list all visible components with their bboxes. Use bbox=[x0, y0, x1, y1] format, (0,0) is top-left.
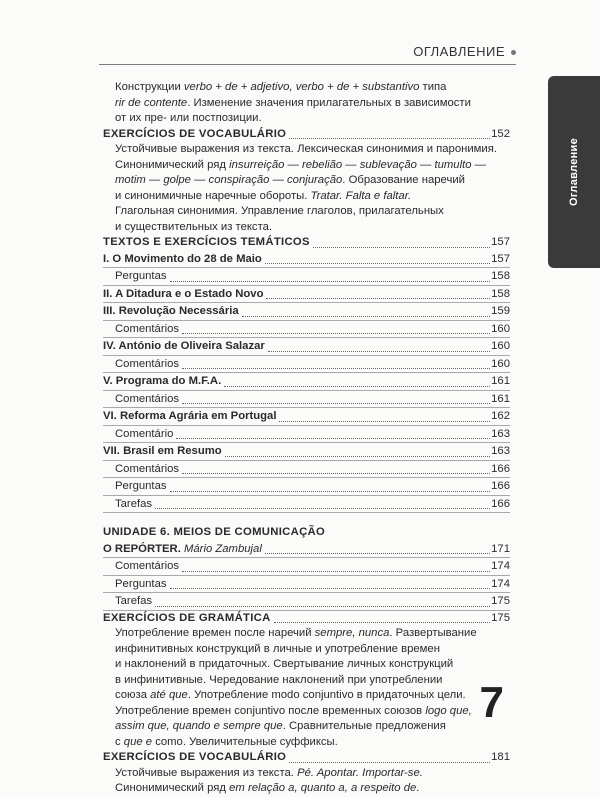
toc-subentry[interactable]: Comentário 163 bbox=[103, 426, 510, 444]
toc-subentry[interactable]: Tarefas 166 bbox=[103, 496, 510, 514]
toc-entry-grammar-exercises[interactable]: EXERCÍCIOS DE GRAMÁTICA 175 bbox=[103, 611, 510, 624]
header-rule bbox=[99, 64, 516, 65]
side-tab bbox=[548, 76, 600, 268]
vocab-description-1: Устойчивые выражения из текста. Лексическая синонимия и паронимия. Синонимический ряд insurreição — rebelião — sublevação — tumulto — motim — golpe — conspiração — conjuração. Образование наречий и синонимичные наречные обороты. Tratar. Falta e faltar. Глагольная синонимия. Управление глаголов, прилагательных и существительных из текста. bbox=[115, 143, 497, 233]
toc-subentry[interactable]: Tarefas 175 bbox=[103, 593, 510, 611]
toc-entry[interactable]: IV. António de Oliveira Salazar 160 bbox=[103, 338, 510, 356]
bullet-icon bbox=[511, 50, 516, 55]
toc-entry-vocab-exercises-1[interactable]: EXERCÍCIOS DE VOCABULÁRIO 152 bbox=[103, 127, 510, 140]
toc-entry[interactable]: VI. Reforma Agrária em Portugal 162 bbox=[103, 408, 510, 426]
grammar-description: Употребление времен после наречий sempre, nunca. Развертывание инфинитивных конструкций в личные и употребление времен и наклонений в придаточных. Свертывание личных конструкций в инфинитивные. Чередование наклонений при употреблении союза até que. Употребление modo conjuntivo в придаточных цели. Употребление времен conjuntivo после временных союзов logo que, assim que, quando e sempre que. Сравнительные предложения с que e como. Увеличительные суффиксы. bbox=[115, 627, 477, 748]
toc-subentry[interactable]: Comentários 160 bbox=[103, 321, 510, 339]
toc-subentry[interactable]: Comentários 174 bbox=[103, 558, 510, 576]
toc-entry[interactable]: V. Programa do M.F.A. 161 bbox=[103, 373, 510, 391]
toc-entry-textos[interactable]: TEXTOS E EXERCÍCIOS TEMÁTICOS 157 bbox=[103, 236, 510, 248]
toc-subentry[interactable]: Perguntas 174 bbox=[103, 576, 510, 594]
toc-subentry[interactable]: Perguntas 166 bbox=[103, 478, 510, 496]
table-of-contents bbox=[103, 80, 510, 797]
toc-subentry[interactable]: Comentários 161 bbox=[103, 391, 510, 409]
toc-entry[interactable]: III. Revolução Necessária 159 bbox=[103, 303, 510, 321]
page-number: 7 bbox=[479, 678, 504, 727]
toc-entry-vocab-exercises-2[interactable]: EXERCÍCIOS DE VOCABULÁRIO 181 bbox=[103, 751, 510, 763]
toc-entry[interactable]: II. A Ditadura e o Estado Novo 158 bbox=[103, 286, 510, 304]
toc-entry-reporter[interactable]: O REPÓRTER. Mário Zambujal 171 bbox=[103, 541, 510, 559]
unit-6-heading: UNIDADE 6. MEIOS DE COMUNICAÇÃO bbox=[103, 526, 326, 538]
vocab-description-2: Устойчивые выражения из текста. Pé. Apontar. Importar-se. Синонимический ряд em relação a, quanto a, a respeito de. bbox=[115, 766, 423, 794]
toc-subentry[interactable]: Perguntas 158 bbox=[103, 268, 510, 286]
side-tab-label: Оглавление bbox=[568, 137, 580, 207]
header-title: ОГЛАВЛЕНИЕ bbox=[413, 44, 505, 59]
running-header bbox=[300, 44, 516, 64]
toc-subentry[interactable]: Comentários 166 bbox=[103, 461, 510, 479]
toc-subentry[interactable]: Comentários 160 bbox=[103, 356, 510, 374]
intro-paragraph: Конструкции verbo + de + adjetivo, verbo + de + substantivo типа rir de contente. Изменение значения прилагательных в зависимости от их пре- или постпозиции. bbox=[115, 81, 471, 124]
toc-entry[interactable]: VII. Brasil em Resumo 163 bbox=[103, 443, 510, 461]
toc-entry[interactable]: I. O Movimento do 28 de Maio 157 bbox=[103, 251, 510, 269]
